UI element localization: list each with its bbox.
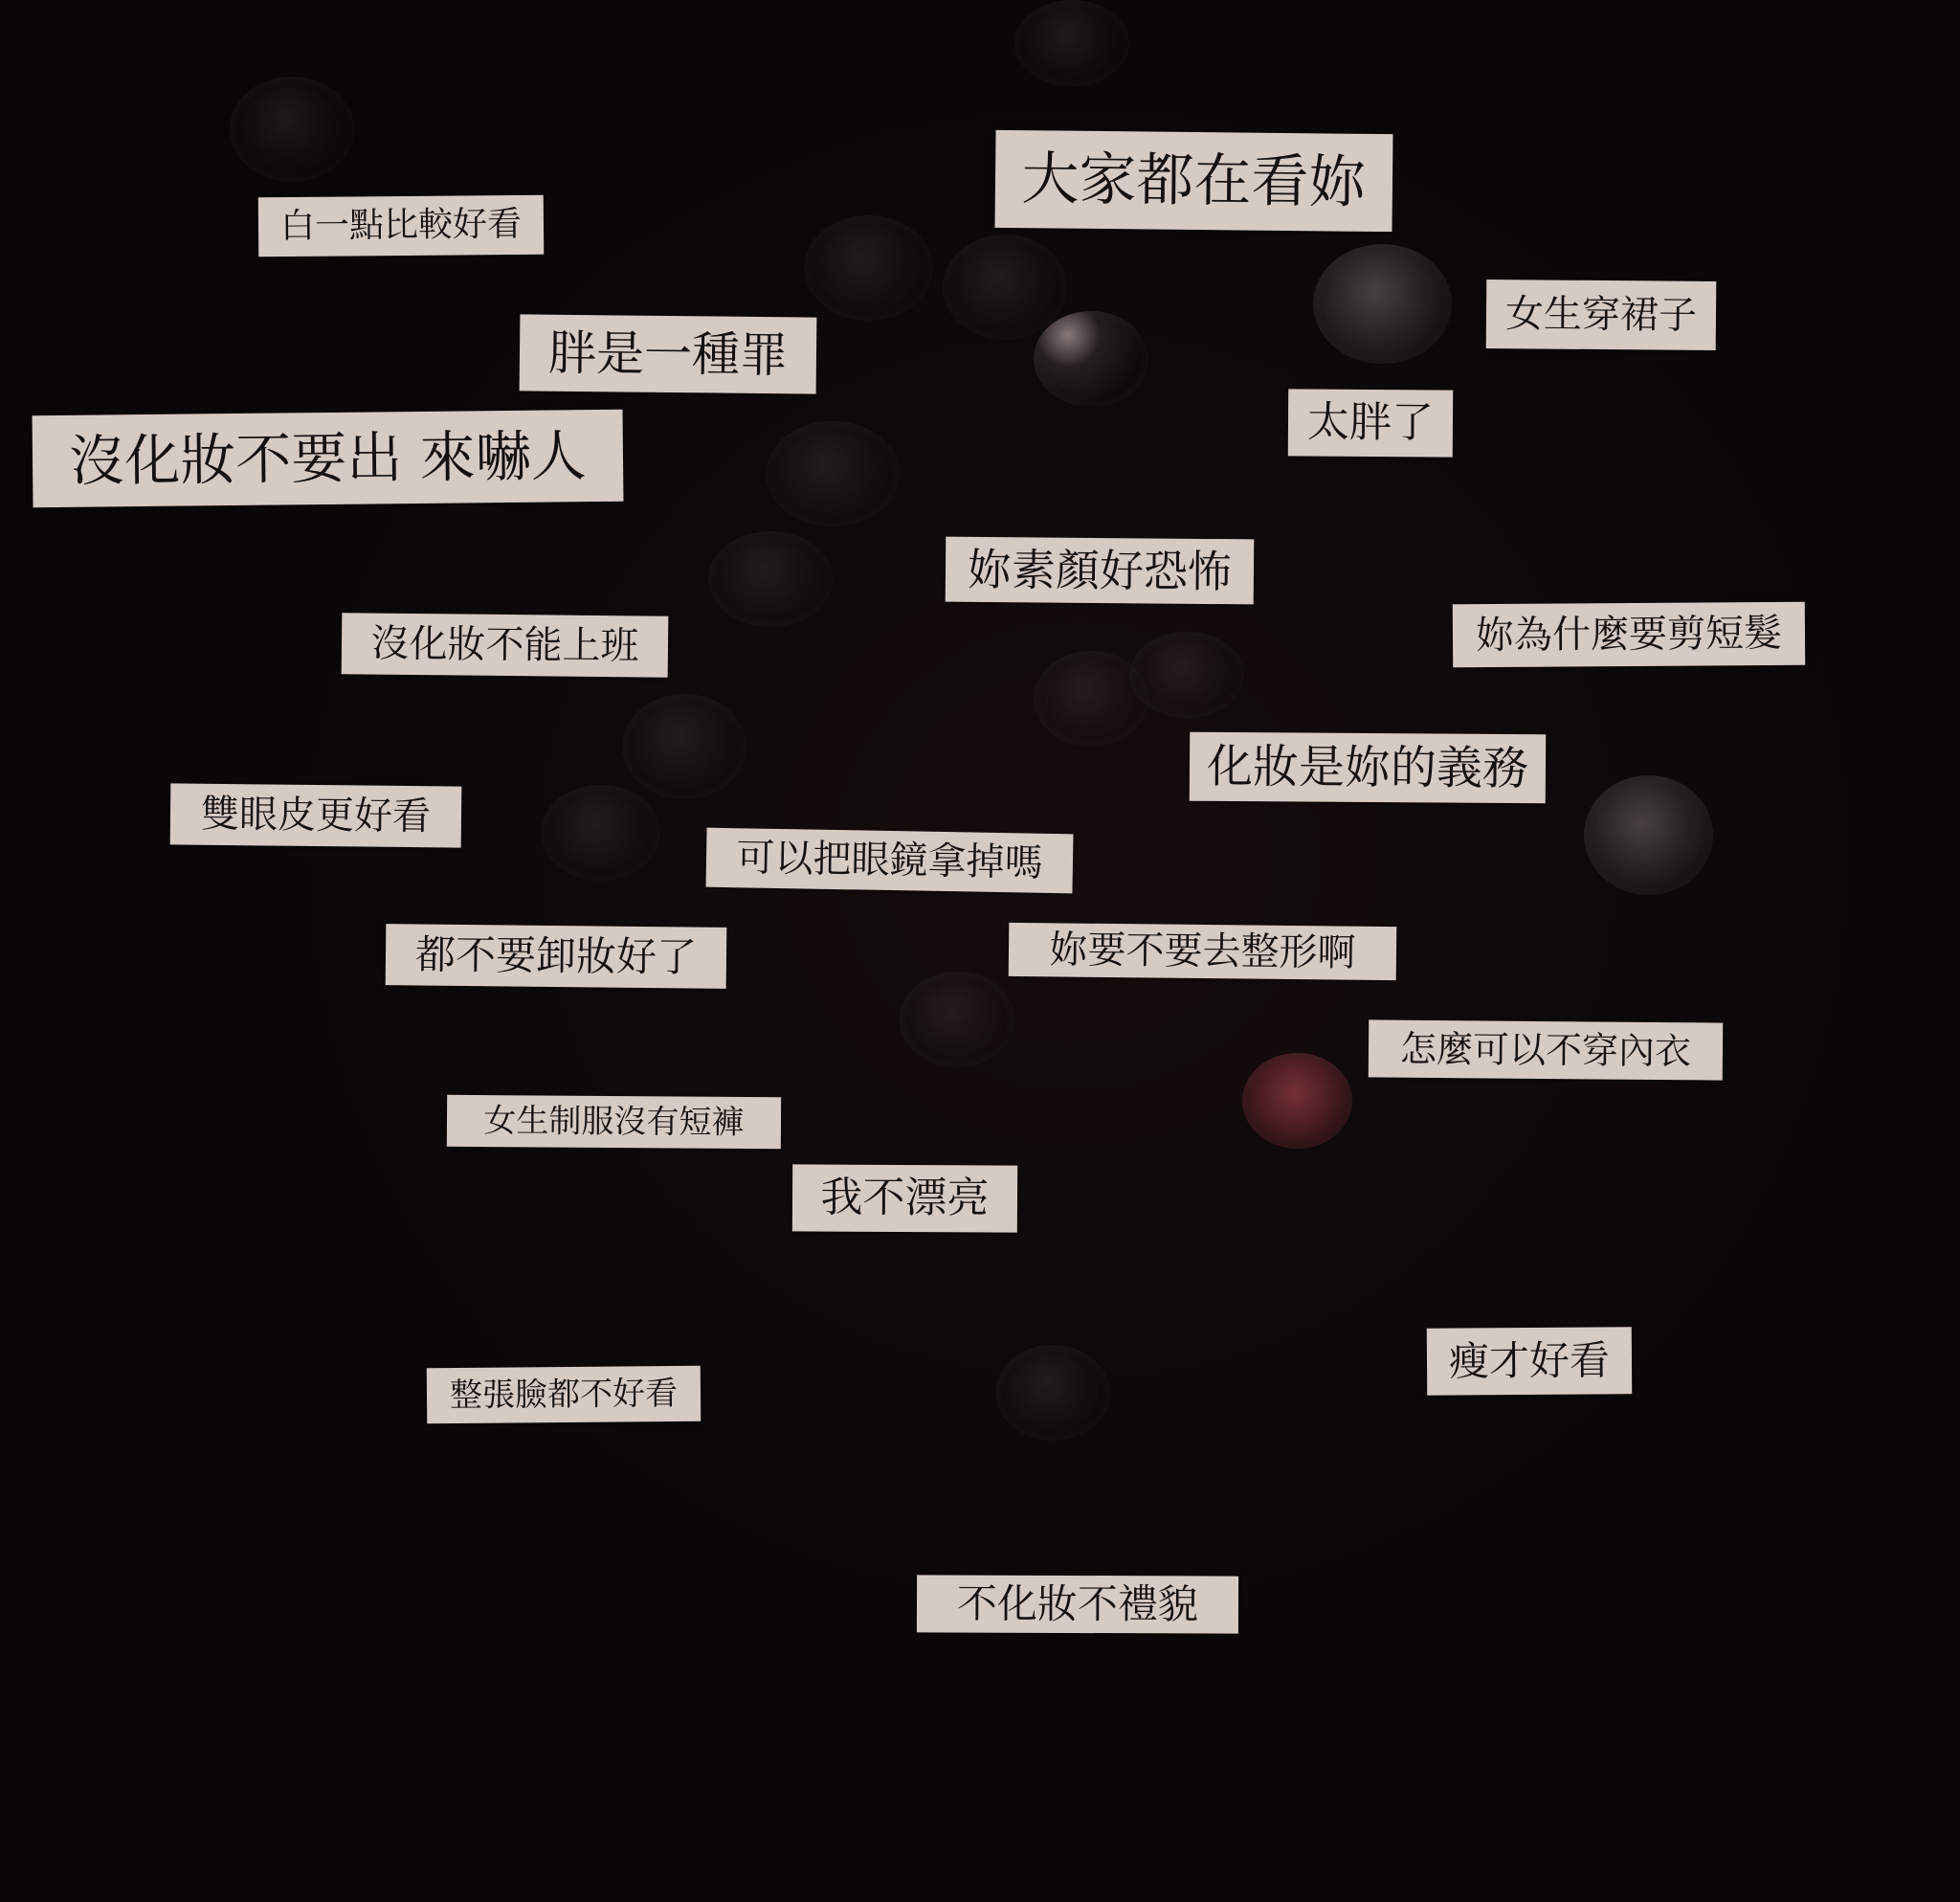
paper-strip: 胖是一種罪 [520, 314, 817, 393]
paper-strip: 妳素顏好恐怖 [946, 537, 1255, 605]
paper-strip: 我不漂亮 [792, 1164, 1017, 1232]
paper-strip: 化妝是妳的義務 [1190, 732, 1546, 804]
reflective-disc [1034, 311, 1148, 407]
reflective-disc [995, 1345, 1110, 1441]
reflective-disc [1313, 244, 1452, 364]
reflective-disc [1129, 632, 1244, 718]
paper-strip: 怎麼可以不穿內衣 [1369, 1019, 1724, 1080]
paper-strip: 雙眼皮更好看 [170, 783, 462, 847]
reflective-disc [804, 215, 933, 321]
reflective-disc [1584, 775, 1713, 895]
reflective-disc [541, 785, 660, 881]
paper-strip: 可以把眼鏡拿掉嗎 [705, 828, 1073, 894]
paper-strip: 整張臉都不好看 [427, 1366, 701, 1423]
paper-strip: 沒化妝不能上班 [342, 613, 669, 678]
reflective-disc [1242, 1053, 1352, 1149]
paper-strip: 瘦才好看 [1427, 1327, 1632, 1395]
reflective-disc [766, 421, 900, 526]
reflective-disc [708, 531, 833, 627]
reflective-disc [1014, 0, 1129, 86]
reflective-disc [622, 694, 746, 799]
reflective-disc [943, 235, 1067, 340]
paper-strip: 都不要卸妝好了 [386, 924, 727, 989]
paper-strip: 女生穿裙子 [1486, 280, 1717, 350]
paper-strip: 妳要不要去整形啊 [1009, 923, 1397, 980]
paper-strip: 大家都在看妳 [994, 130, 1392, 232]
paper-strip: 太胖了 [1288, 389, 1453, 457]
paper-strip: 白一點比較好看 [258, 195, 545, 257]
paper-strip: 女生制服沒有短褲 [447, 1095, 781, 1149]
reflective-disc [900, 972, 1014, 1067]
paper-strip: 不化妝不禮貌 [917, 1575, 1238, 1633]
reflective-disc [230, 77, 354, 182]
paper-strip: 妳為什麼要剪短髮 [1453, 602, 1805, 668]
paper-strip: 沒化妝不要出 來嚇人 [33, 410, 624, 507]
